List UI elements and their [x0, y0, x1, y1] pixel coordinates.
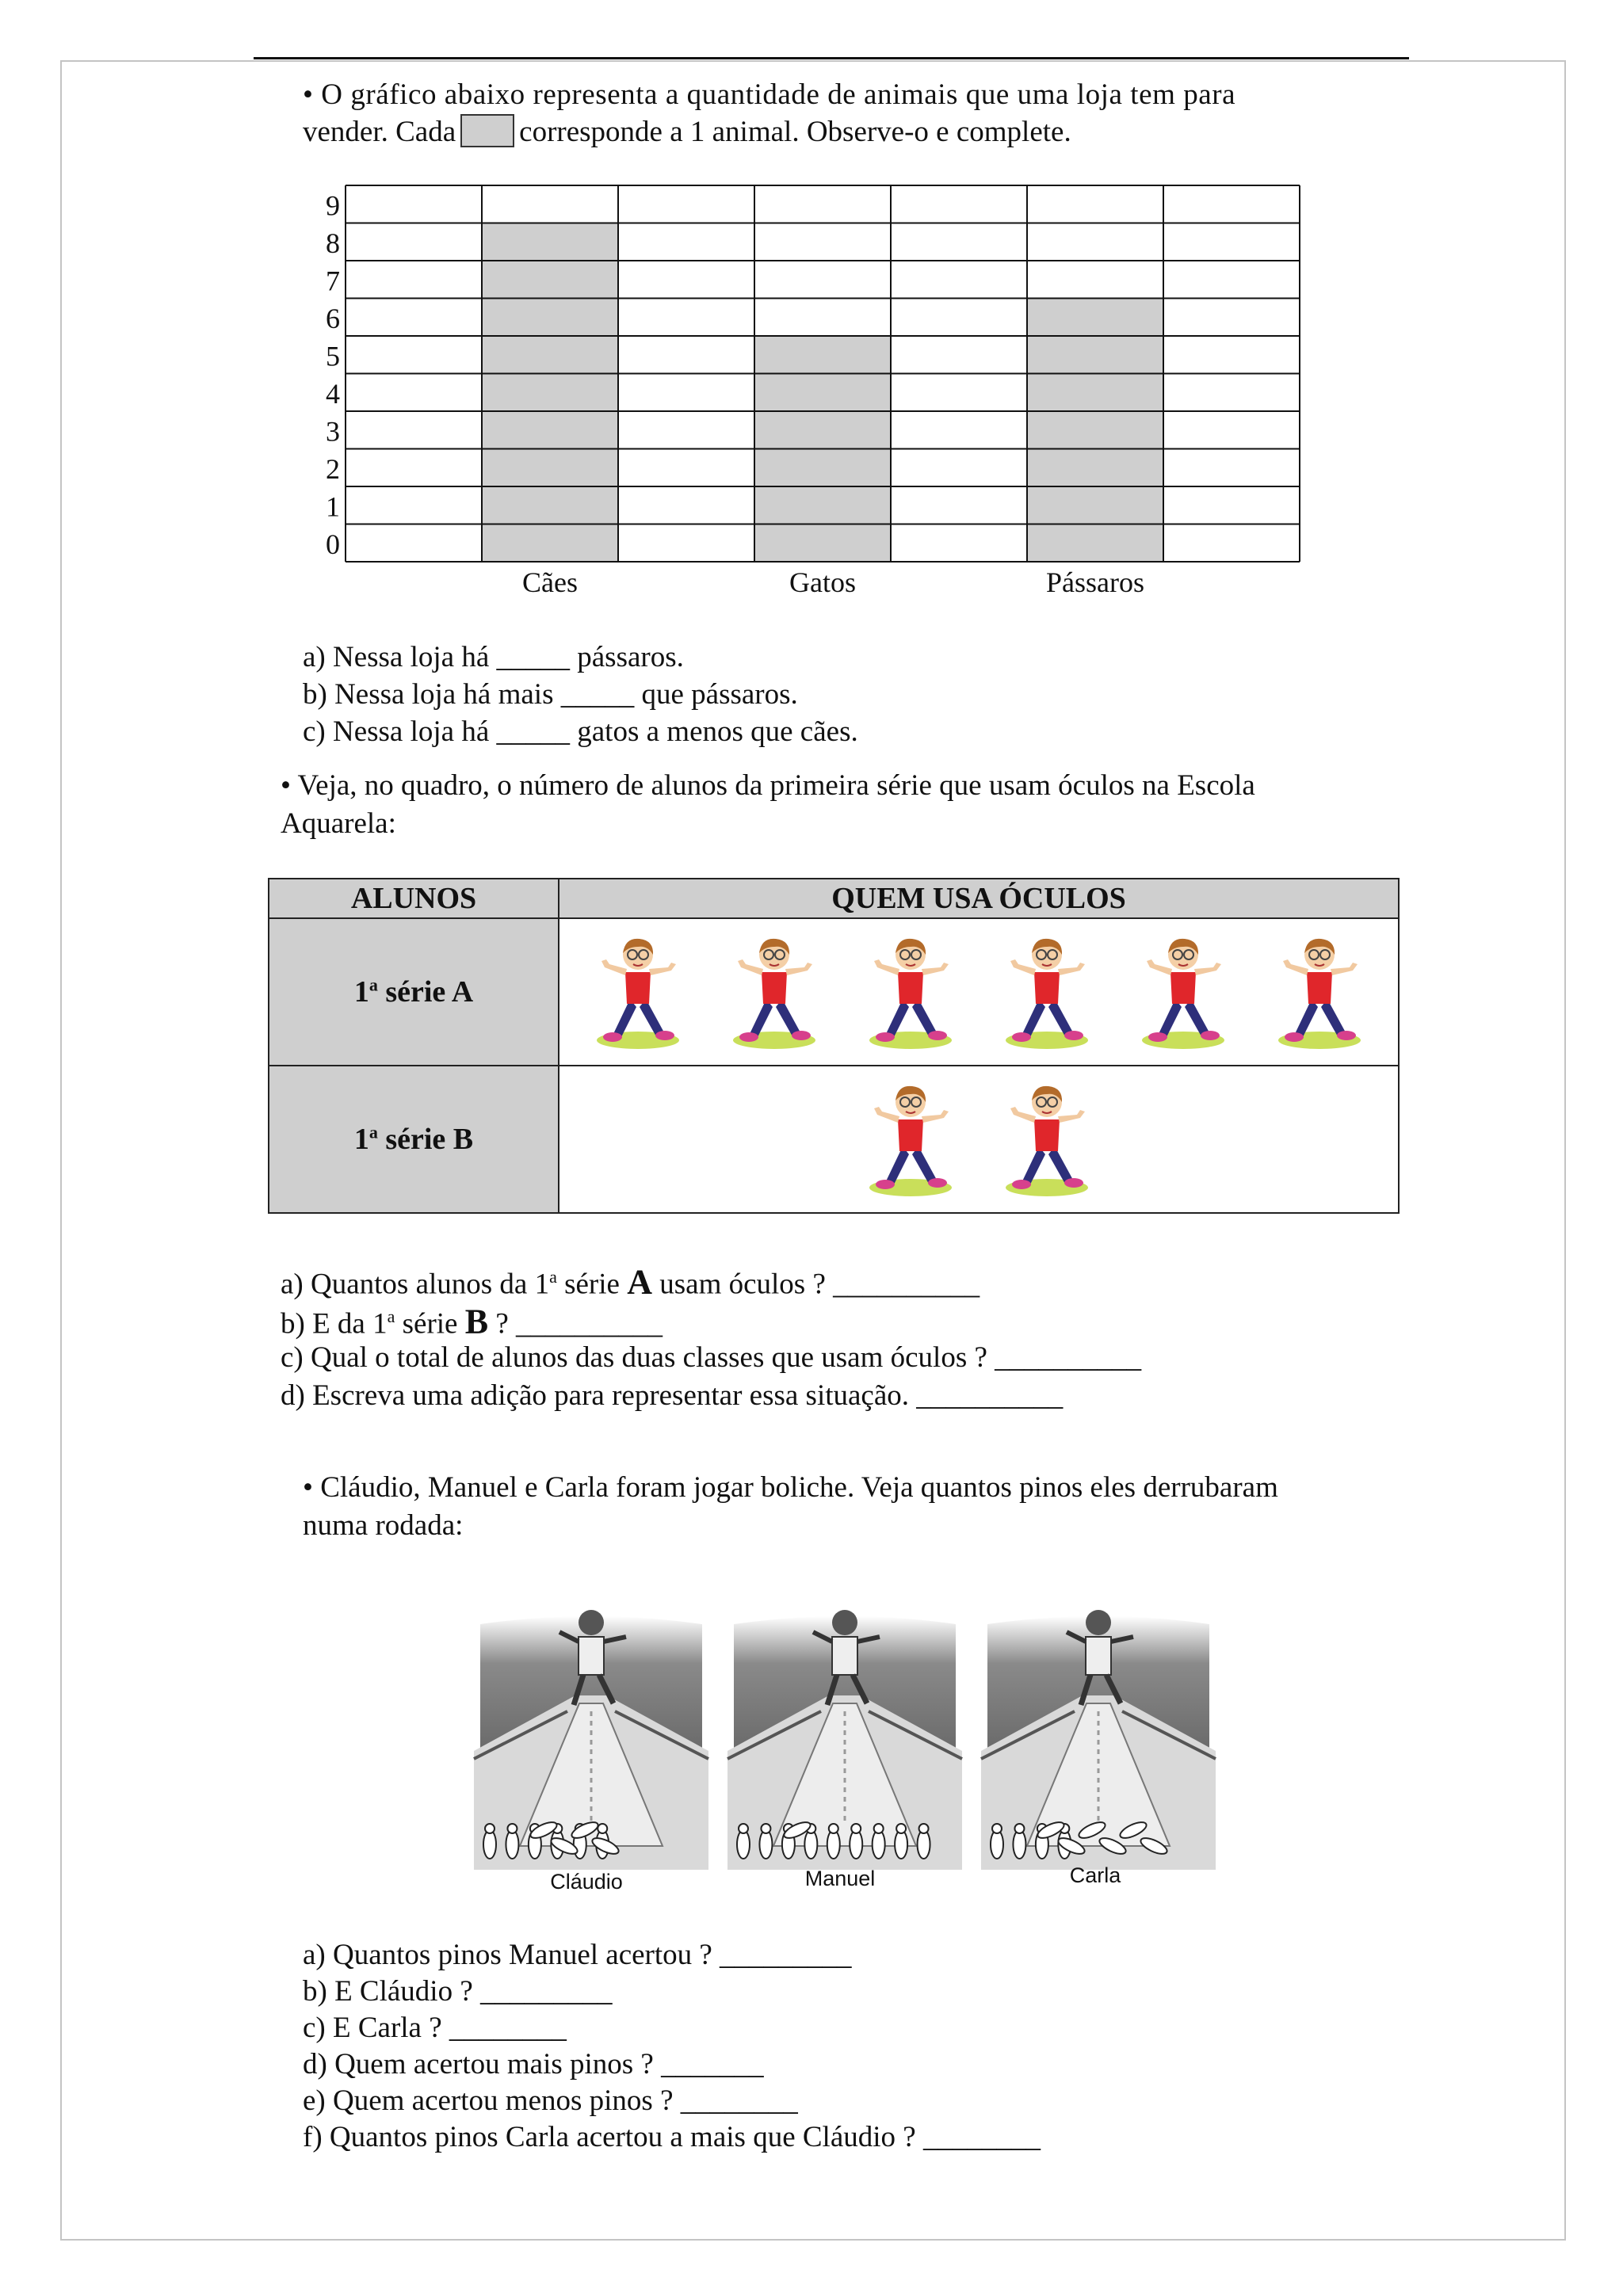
kids-serie-b	[559, 1066, 1399, 1213]
table-row	[269, 918, 1399, 1066]
y-tick-label: 9	[326, 189, 340, 222]
question-1b: b) Nessa loja há mais _____ que pássaros.	[303, 678, 798, 711]
top-rule	[254, 57, 1409, 59]
y-tick-label: 0	[326, 528, 340, 560]
section1-intro-line2	[303, 113, 1071, 151]
bowling-lane-manuel	[726, 1592, 964, 1870]
y-tick-label: 1	[326, 490, 340, 523]
section2-intro-line2: Aquarela:	[281, 807, 396, 840]
animals-bar-chart	[309, 182, 1308, 610]
kids-serie-a	[559, 918, 1399, 1066]
row-label-serie-a: 1$^a$ série A	[269, 918, 559, 1066]
x-tick-label: Pássaros	[1046, 566, 1144, 598]
y-tick-label: 5	[326, 340, 340, 372]
legend-cell-icon	[460, 114, 514, 147]
section2-intro-line1: • Veja, no quadro, o número de alunos da primeira série que usam óculos na Escola	[281, 769, 1255, 802]
question-2d: d) Escreva uma adição para representar essa situação. __________	[281, 1379, 1064, 1412]
kid-with-glasses-icon	[730, 931, 819, 1054]
bar-cães	[482, 223, 618, 563]
kid-with-glasses-icon	[594, 931, 682, 1054]
y-tick-label: 4	[326, 378, 340, 410]
question-2c: c) Qual o total de alunos das duas classes que usam óculos ? __________	[281, 1341, 1142, 1374]
kid-with-glasses-icon	[866, 1078, 955, 1201]
section1-intro-2a: vender. Cada	[303, 116, 456, 148]
question-1c: c) Nessa loja há _____ gatos a menos que cães.	[303, 715, 858, 748]
section1-intro-line1: • O gráfico abaixo representa a quantidade de animais que uma loja tem para	[303, 78, 1236, 111]
kid-with-glasses-icon	[1002, 931, 1091, 1054]
question-3b: b) E Cláudio ? _________	[303, 1975, 613, 2008]
row-label-serie-b: 1$^a$ série B	[269, 1066, 559, 1213]
question-3c: c) E Carla ? ________	[303, 2012, 567, 2044]
y-tick-label: 8	[326, 227, 340, 259]
col-header-alunos: ALUNOS	[269, 879, 559, 918]
x-tick-label: Gatos	[789, 566, 856, 598]
section1-intro-2b: corresponde a 1 animal. Observe-o e complete.	[519, 116, 1071, 148]
table-row	[269, 1066, 1399, 1213]
kid-with-glasses-icon	[1002, 1078, 1091, 1201]
kid-with-glasses-icon	[866, 931, 955, 1054]
y-tick-label: 6	[326, 303, 340, 334]
question-3f: f) Quantos pinos Carla acertou a mais que Cláudio ? ________	[303, 2121, 1041, 2153]
bar-pássaros	[1027, 299, 1163, 563]
section3-intro-line2: numa rodada:	[303, 1509, 464, 1542]
y-tick-label: 7	[326, 265, 340, 297]
glasses-table	[268, 878, 1400, 1214]
question-3d: d) Quem acertou mais pinos ? _______	[303, 2048, 764, 2081]
y-tick-label: 3	[326, 415, 340, 448]
y-tick-label: 2	[326, 453, 340, 485]
lane-caption-manuel: Manuel	[804, 1867, 876, 1890]
bowling-lane-carla	[980, 1592, 1217, 1870]
bowling-lane-claudio	[472, 1592, 710, 1870]
lane-caption-claudio: Cláudio	[550, 1870, 623, 1894]
lane-caption-carla: Carla	[1069, 1863, 1121, 1887]
question-3a: a) Quantos pinos Manuel acertou ? _________	[303, 1939, 852, 1971]
question-2b: b) E da 1$^a$ série B ? __________	[281, 1302, 663, 1341]
x-tick-label: Cães	[522, 566, 578, 598]
kid-with-glasses-icon	[1139, 931, 1228, 1054]
question-1a: a) Nessa loja há _____ pássaros.	[303, 641, 684, 673]
kid-with-glasses-icon	[1275, 931, 1364, 1054]
col-header-oculos: QUEM USA ÓCULOS	[559, 879, 1399, 918]
question-3e: e) Quem acertou menos pinos ? ________	[303, 2084, 798, 2117]
question-2a: a) Quantos alunos da 1$^a$ série A usam óculos ? __________	[281, 1262, 980, 1302]
section3-intro-line1: • Cláudio, Manuel e Carla foram jogar boliche. Veja quantos pinos eles derrubaram	[303, 1471, 1278, 1504]
